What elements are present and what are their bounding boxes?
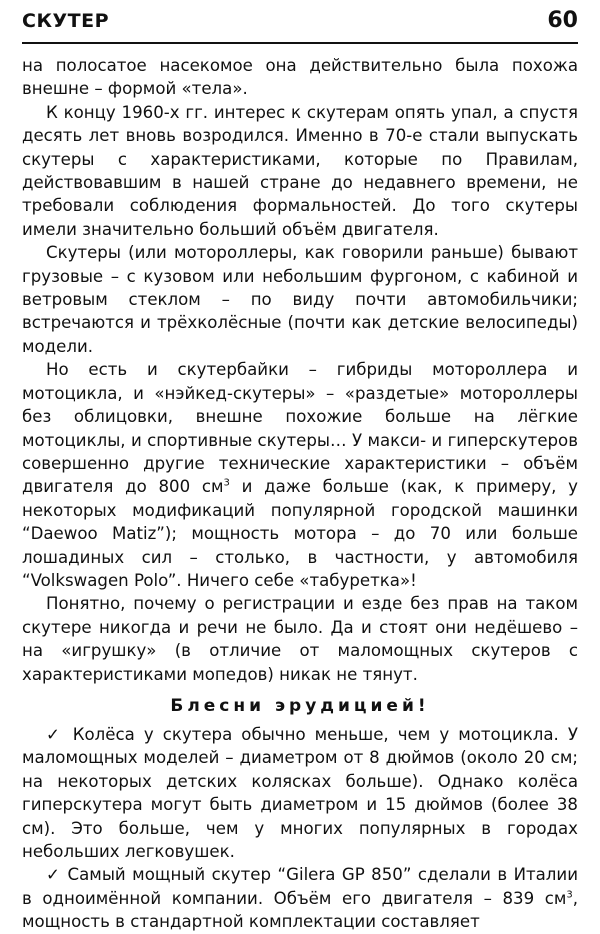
paragraph-continued: на полосатое насекомое она действительно была похожа внешне – формой «тела». xyxy=(22,56,578,99)
page-header xyxy=(22,6,578,42)
section-heading: Блесни эрудицией! xyxy=(170,695,430,716)
running-title: СКУТЕР xyxy=(22,10,109,32)
fact-text: , мощность в стандартной комплектации составляет xyxy=(22,888,578,932)
header-rule xyxy=(22,42,578,44)
page-number: 60 xyxy=(547,8,578,33)
paragraph-text: Но есть и скутербайки – гибриды мотороллера и мотоцикла, и «нэйкед-скутеры» – «раздетые» мотороллеры без облицовки, внешне похожие больше на лёгкие мотоциклы, и спортивные скутеры… У макси- и гиперскутеров совершенно другие технические характеристики – объём двигателя до 800 см xyxy=(22,360,578,497)
superscript: 3 xyxy=(223,477,230,489)
paragraph-text: и даже больше (как, к примеру, у некоторых модификаций популярной городской машинки “Daewoo Matiz”); мощность мотора – до 70 или больше лошадиных сил – столько, в частности, у автомобиля “Volkswagen Polo”. Ничего себе «табуретка»! xyxy=(22,477,579,590)
fact-item: ✓ Колёса у скутера обычно меньше, чем у мотоцикла. У маломощных моделей – диаметром от 8 дюймов (около 20 см; на некоторых детских колясках больше). Однако колёса гиперскутера могут быть диаметром и 15 дюймов (более 38 см). Это больше, чем у многих популярных в городах небольших легковушек. xyxy=(22,724,578,861)
fact-text: ✓ Самый мощный скутер “Gilera GP 850” сделали в Италии в одноимённой компании. Объём его двигателя – 839 см xyxy=(22,865,578,908)
paragraph: К концу 1960-х гг. интерес к скутерам опять упал, а спустя десять лет вновь возродился. Именно в 70-е стали выпускать скутеры с характеристиками, которые по Правилам, действовавшим в нашей стране до недавнего времени, не требовали соблюдения формальностей. До того скутеры имели значительно больший объём двигателя. xyxy=(22,102,578,239)
superscript: 3 xyxy=(566,889,573,901)
page-body xyxy=(22,54,578,934)
paragraph: Скутеры (или мотороллеры, как говорили раньше) бывают грузовые – с кузовом или небольшим фургоном, с кабиной и ветровым стеклом – по виду почти автомобильчики; встречаются и трёхколёсные (почти как детские велосипеды) модели. xyxy=(22,243,578,356)
fact-item xyxy=(22,863,578,933)
paragraph: Понятно, почему о регистрации и езде без прав на таком скутере никогда и речи не было. Да и стоят они недёшево – на «игрушку» (в отличие от маломощных скутеров с характеристиками мопедов) никак не тянут. xyxy=(22,594,578,684)
paragraph xyxy=(22,358,578,592)
